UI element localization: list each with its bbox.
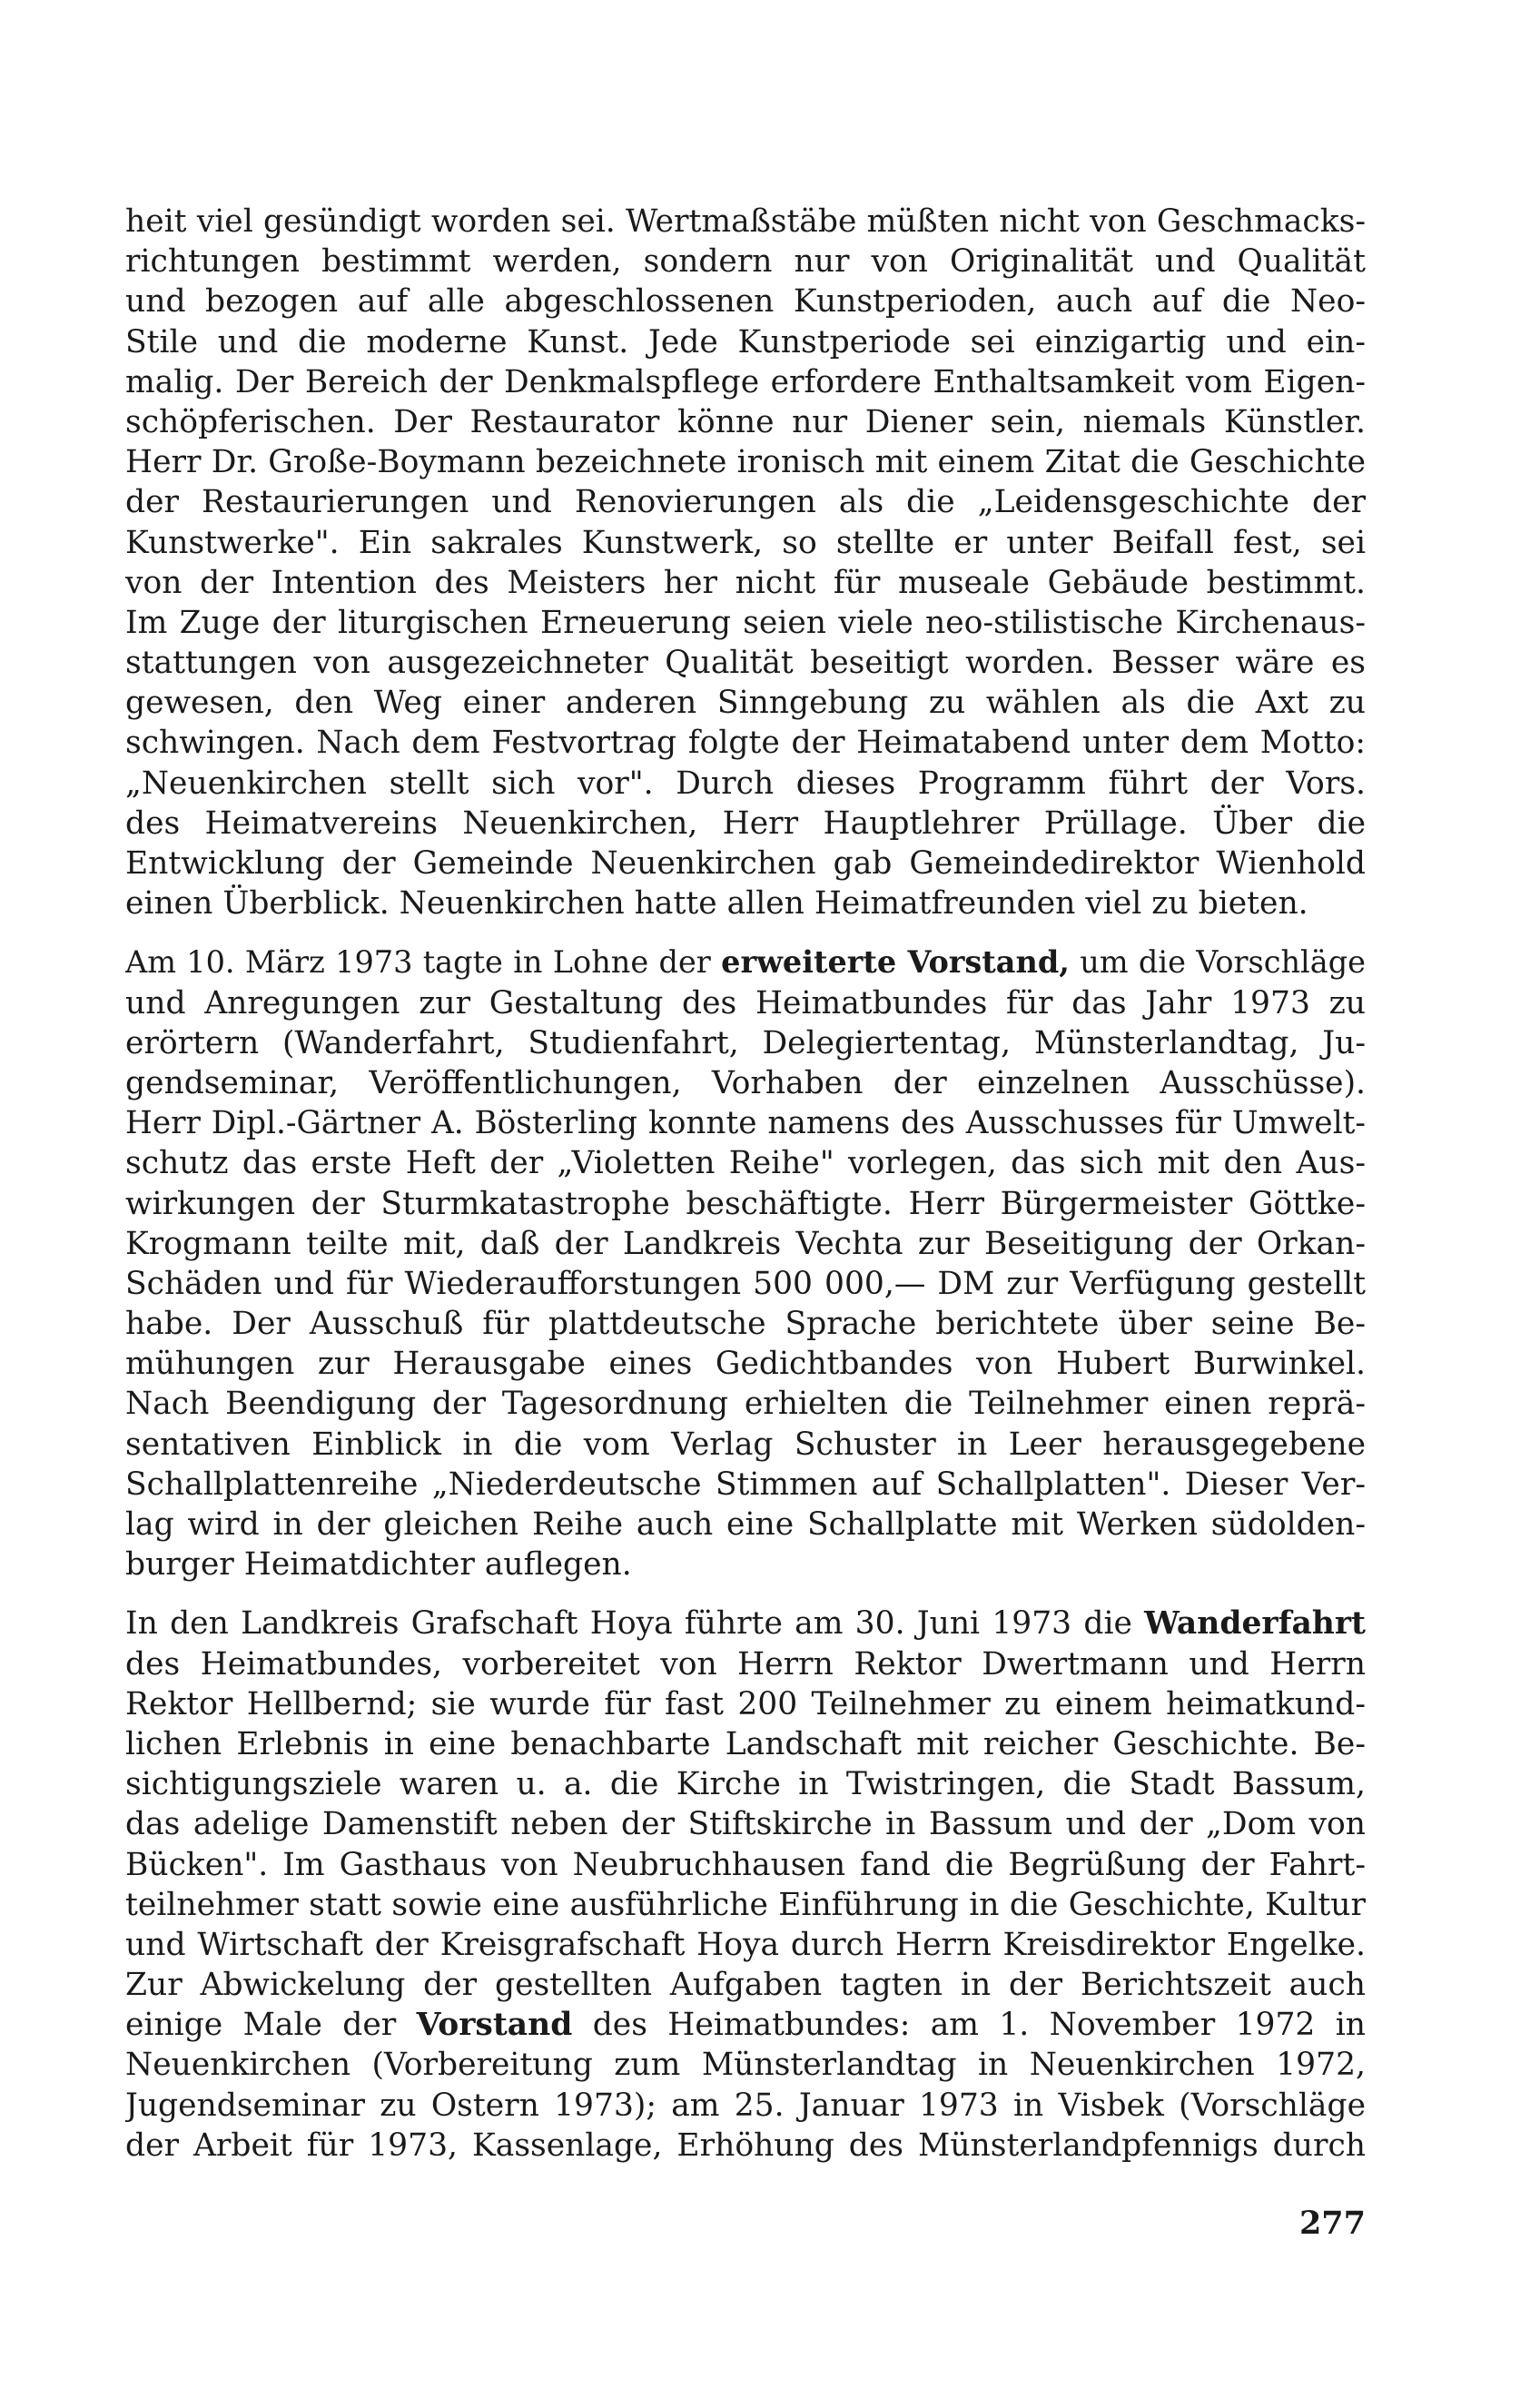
text-run: Am 10. März 1973 tagte in Lohne der <box>125 944 722 981</box>
text-line: des Heimatbundes, vorbereitet von Herrn Rektor Dwertmann und Herrn <box>125 1645 1366 1683</box>
text-line: Nach Beendigung der Tagesordnung erhielten die Teilnehmer einen reprä- <box>125 1386 1366 1423</box>
text-line: teilnehmer statt sowie eine ausführliche Einführung in die Geschichte, Kultur <box>125 1886 1366 1923</box>
paragraph-2 <box>125 942 1366 1584</box>
text-line: Kunstwerke". Ein sakrales Kunstwerk, so stellte er unter Beifall fest, sei <box>125 524 1366 561</box>
text-line: lag wird in der gleichen Reihe auch eine Schallplatte mit Werken südolden- <box>125 1506 1366 1543</box>
text-line: gendseminar, Veröffentlichungen, Vorhaben der einzelnen Ausschüsse). <box>125 1064 1366 1101</box>
text-line: schöpferischen. Der Restaurator könne nur Diener sein, niemals Künstler. <box>125 403 1366 440</box>
text-line: der Arbeit für 1973, Kassenlage, Erhöhung des Münsterlandpfennigs durch <box>125 2127 1366 2164</box>
text-line: des Heimatvereins Neuenkirchen, Herr Hauptlehrer Prüllage. Über die <box>125 804 1366 842</box>
text-line: Rektor Hellbernd; sie wurde für fast 200 Teilnehmer zu einem heimatkund- <box>125 1685 1366 1722</box>
text-line: Herr Dr. Große-Boymann bezeichnete ironisch mit einem Zitat die Geschichte <box>125 444 1366 481</box>
text-line: einen Überblick. Neuenkirchen hatte allen Heimatfreunden viel zu bieten. <box>125 885 1308 923</box>
text-line: Neuenkirchen (Vorbereitung zum Münsterlandtag in Neuenkirchen 1972, <box>125 2047 1366 2084</box>
text-line: malig. Der Bereich der Denkmalspflege erfordere Enthaltsamkeit vom Eigen- <box>125 363 1366 400</box>
text-run: des Heimatbundes: am 1. November 1972 in <box>572 2007 1366 2044</box>
text-line <box>125 2005 1366 2045</box>
text-run: um die Vorschläge <box>1069 944 1366 981</box>
text-line: von der Intention des Meisters her nicht für museale Gebäude bestimmt. <box>125 564 1366 601</box>
text-line: mühungen zur Herausgabe eines Gedichtbandes von Hubert Burwinkel. <box>125 1346 1366 1383</box>
text-line: stattungen von ausgezeichneter Qualität beseitigt worden. Besser wäre es <box>125 645 1366 682</box>
text-line: erörtern (Wanderfahrt, Studienfahrt, Delegiertentag, Münsterlandtag, Ju- <box>125 1024 1366 1061</box>
text-line: burger Heimatdichter auflegen. <box>125 1546 632 1584</box>
bold-term: erweiterte Vorstand, <box>721 944 1070 981</box>
text-line: und Anregungen zur Gestaltung des Heimatbundes für das Jahr 1973 zu <box>125 984 1366 1021</box>
bold-term: Vorstand <box>416 2007 573 2044</box>
text-line: „Neuenkirchen stellt sich vor". Durch dieses Programm führt der Vors. <box>125 765 1366 802</box>
text-line: gewesen, den Weg einer anderen Sinngebung zu wählen als die Axt zu <box>125 685 1366 722</box>
text-line: habe. Der Ausschuß für plattdeutsche Sprache berichtete über seine Be- <box>125 1306 1366 1343</box>
bold-term: Wanderfahrt <box>1144 1605 1366 1643</box>
text-line: Schäden und für Wiederaufforstungen 500 000,— DM zur Verfügung gestellt <box>125 1265 1366 1302</box>
text-line: Krogmann teilte mit, daß der Landkreis Vechta zur Beseitigung der Orkan- <box>125 1225 1366 1262</box>
text-line: und bezogen auf alle abgeschlossenen Kunstperioden, auch auf die Neo- <box>125 283 1366 321</box>
text-line: schwingen. Nach dem Festvortrag folgte der Heimatabend unter dem Motto: <box>125 725 1366 762</box>
text-line: sentativen Einblick in die vom Verlag Schuster in Leer herausgegebene <box>125 1426 1366 1463</box>
text-line: Zur Abwickelung der gestellten Aufgaben tagten in der Berichtszeit auch <box>125 1967 1366 2004</box>
text-line: Im Zuge der liturgischen Erneuerung seien viele neo-stilistische Kirchenaus- <box>125 604 1366 641</box>
text-line: sichtigungsziele waren u. a. die Kirche in Twistringen, die Stadt Bassum, <box>125 1766 1366 1803</box>
paragraph-3 <box>125 1604 1366 2166</box>
text-line <box>125 942 1366 982</box>
text-line: richtungen bestimmt werden, sondern nur von Originalität und Qualität <box>125 243 1366 281</box>
text-line: Stile und die moderne Kunst. Jede Kunstperiode sei einzigartig und ein- <box>125 323 1366 360</box>
text-line: heit viel gesündigt worden sei. Wertmaßstäbe müßten nicht von Geschmacks- <box>125 203 1366 240</box>
page-number: 277 <box>1298 2205 1366 2242</box>
text-line: Entwicklung der Gemeinde Neuenkirchen gab Gemeindedirektor Wienhold <box>125 845 1366 882</box>
text-line: Jugendseminar zu Ostern 1973); am 25. Januar 1973 in Visbek (Vorschläge <box>125 2087 1366 2124</box>
text-line: der Restaurierungen und Renovierungen als die „Leidensgeschichte der <box>125 484 1366 521</box>
text-line: wirkungen der Sturmkatastrophe beschäftigte. Herr Bürgermeister Göttke- <box>125 1185 1366 1222</box>
text-line: schutz das erste Heft der „Violetten Reihe" vorlegen, das sich mit den Aus- <box>125 1145 1366 1182</box>
text-line: lichen Erlebnis in eine benachbarte Landschaft mit reicher Geschichte. Be- <box>125 1725 1366 1762</box>
text-line <box>125 1604 1366 1643</box>
text-line: und Wirtschaft der Kreisgrafschaft Hoya durch Herrn Kreisdirektor Engelke. <box>125 1926 1366 1963</box>
text-line: Schallplattenreihe „Niederdeutsche Stimmen auf Schallplatten". Dieser Ver- <box>125 1465 1366 1503</box>
text-line: Bücken". Im Gasthaus von Neubruchhausen fand die Begrüßung der Fahrt- <box>125 1846 1366 1883</box>
text-run: einige Male der <box>125 2007 417 2044</box>
text-line: Herr Dipl.-Gärtner A. Bösterling konnte namens des Ausschusses für Umwelt- <box>125 1105 1366 1142</box>
paragraph-1 <box>125 202 1366 923</box>
text-run: In den Landkreis Grafschaft Hoya führte am 30. Juni 1973 die <box>125 1605 1145 1643</box>
page-body <box>125 202 1366 2166</box>
text-line: das adelige Damenstift neben der Stiftskirche in Bassum und der „Dom von <box>125 1806 1366 1843</box>
